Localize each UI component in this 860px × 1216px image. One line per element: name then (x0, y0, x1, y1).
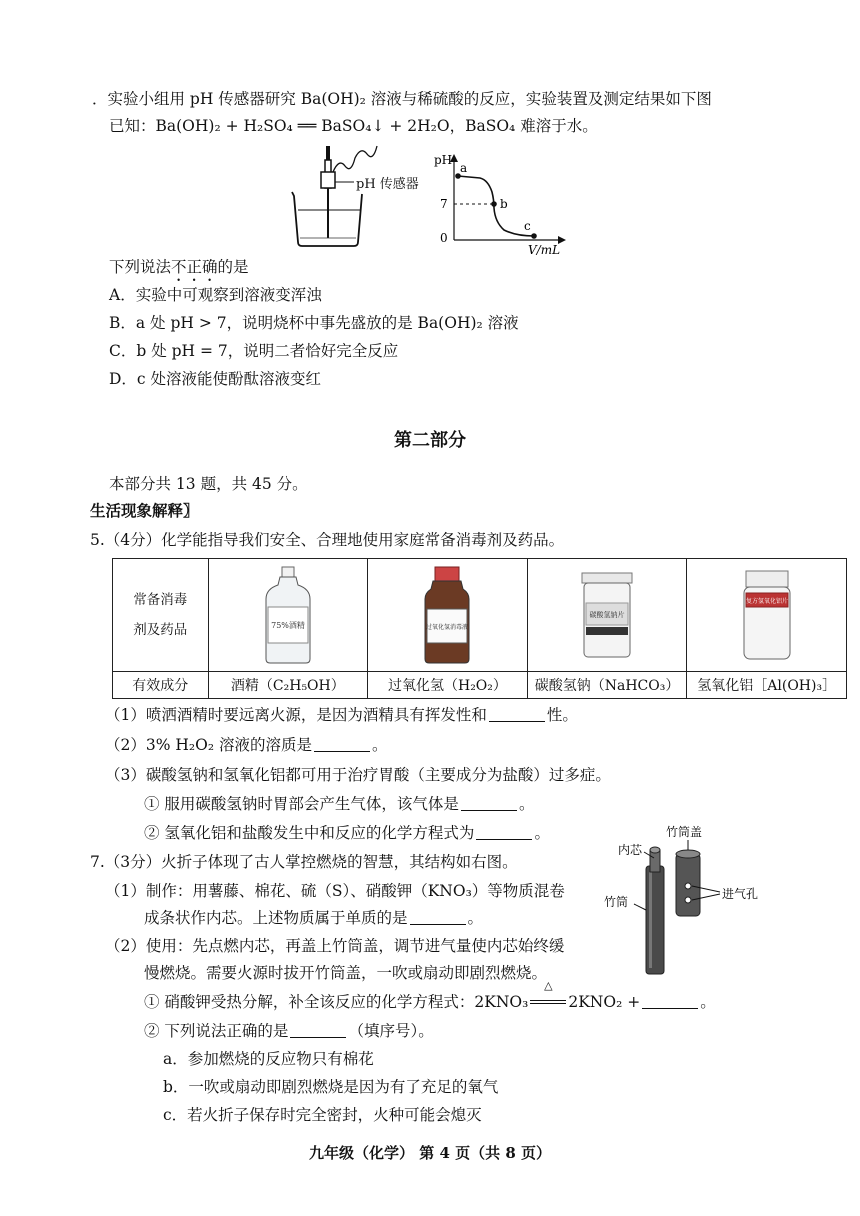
q4-emphasis: 不正确 (171, 258, 218, 276)
svg-text:75%酒精: 75%酒精 (270, 621, 305, 630)
figure-label-cap: 竹筒盖 (666, 825, 703, 839)
q7-sub1-blank[interactable] (410, 909, 466, 925)
q4-question: 下列说法不正确的是 (109, 258, 249, 276)
ingredient-aluminum-hydroxide: 氢氧化铝［Al(OH)₃］ (687, 672, 847, 699)
figure-label-core: 内芯 (618, 843, 643, 857)
ingredient-peroxide: 过氧化氢（H₂O₂） (368, 672, 528, 699)
q4-option-d: D．c 处溶液能使酚酞溶液变红 (109, 370, 322, 388)
peroxide-bottle-cell (368, 559, 528, 672)
aluminum-hydroxide-bottle-image (732, 565, 802, 665)
graph-tick-7: 7 (440, 197, 448, 211)
fire-starter-figure (600, 822, 760, 982)
q7-sub1-line2: 成条状作内芯。上述物质属于单质的是 。 (144, 909, 484, 927)
svg-text:复方氢氧化铝片: 复方氢氧化铝片 (745, 598, 788, 605)
ph-curve-graph (420, 150, 580, 258)
q6-sub3-1-blank[interactable] (461, 795, 517, 811)
q4-stem-line1: ．实验小组用 pH 传感器研究 Ba(OH)₂ 溶液与稀硫酸的反应，实验装置及测定结果如下图 (92, 90, 712, 108)
heat-arrow (528, 979, 568, 1013)
q6-sub3-1: ① 服用碳酸氢钠时胃部会产生气体，该气体是 。 (144, 795, 535, 813)
graph-point-c: c (524, 219, 531, 233)
part2-intro: 本部分共 13 题，共 45 分。 (109, 475, 308, 493)
q7-sub1-line1: （1）制作：用薯藤、棉花、硫（S）、硝酸钾（KNO₃）等物质混卷 (105, 882, 565, 900)
q4-option-b: B．a 处 pH > 7，说明烧杯中事先盛放的是 Ba(OH)₂ 溶液 (109, 314, 519, 332)
q7-sub2-1-blank[interactable] (642, 993, 698, 1009)
table-header-products: 常备消毒剂及药品 (113, 559, 209, 672)
q7-sub2-line1: （2）使用：先点燃内芯，再盖上竹筒盖，调节进气量使内芯始终缓 (105, 937, 565, 955)
q7-choice-a: a．参加燃烧的反应物只有棉花 (163, 1050, 374, 1068)
q7-stem: 7.（3分）火折子体现了古人掌控燃烧的智慧，其结构如右图。 (90, 853, 518, 871)
alcohol-bottle-image (258, 565, 318, 665)
graph-ylabel: pH (434, 153, 453, 167)
bicarbonate-bottle-cell (527, 559, 687, 672)
q4-stem-line2: 已知：Ba(OH)₂ + H₂SO₄ ══ BaSO₄↓ + 2H₂O，BaSO₄ 难溶于水。 (109, 117, 598, 135)
peroxide-bottle-image (417, 565, 477, 665)
q6-sub2: （2）3% H₂O₂ 溶液的溶质是 。 (105, 736, 388, 754)
q7-sub2-line2: 慢燃烧。需要火源时拔开竹筒盖，一吹或扇动即剧烈燃烧。 (144, 964, 548, 982)
part2-title: 第二部分 (394, 430, 466, 451)
medicine-table (112, 558, 847, 699)
q6-sub2-blank[interactable] (314, 736, 370, 752)
heat-condition-symbol: △ (544, 979, 553, 992)
q6-sub3-2: ② 氢氧化铝和盐酸发生中和反应的化学方程式为 。 (144, 824, 550, 842)
q6-sub1: （1）喷洒酒精时要远离火源，是因为酒精具有挥发性和 性。 (105, 706, 578, 724)
table-header-ingredient: 有效成分 (113, 672, 209, 699)
svg-text:碳酸氢钠片: 碳酸氢钠片 (589, 611, 625, 619)
page-footer: 九年级（化学） 第 4 页（共 8 页） (309, 1144, 551, 1162)
q4-option-a: A．实验中可观察到溶液变浑浊 (109, 286, 322, 304)
q6-stem: 5.（4分）化学能指导我们安全、合理地使用家庭常备消毒剂及药品。 (90, 531, 565, 549)
q7-choice-b: b．一吹或扇动即剧烈燃烧是因为有了充足的氧气 (163, 1078, 499, 1096)
ingredient-alcohol: 酒精（C₂H₅OH） (208, 672, 368, 699)
ph-sensor-label: pH 传感器 (356, 177, 419, 192)
q7-sub2-2: ② 下列说法正确的是 （填序号）。 (144, 1022, 434, 1040)
graph-xlabel: V/mL (528, 243, 561, 257)
q6-sub1-blank[interactable] (489, 706, 545, 722)
q6-sub3: （3）碳酸氢钠和氢氧化铝都可用于治疗胃酸（主要成分为盐酸）过多症。 (105, 766, 611, 784)
figure-label-hole: 进气孔 (722, 887, 759, 901)
beaker-apparatus-figure (288, 142, 438, 250)
q7-sub2-2-blank[interactable] (290, 1022, 346, 1038)
q7-choice-c: c．若火折子保存时完全密封，火种可能会熄灭 (163, 1106, 482, 1124)
q7-sub2-1: ① 硝酸钾受热分解，补全该反应的化学方程式：2KNO₃ △ 2KNO₂ + 。 (144, 979, 716, 1011)
figure-label-tube: 竹筒 (604, 895, 629, 909)
alcohol-bottle-cell (208, 559, 368, 672)
graph-point-a: a (460, 161, 468, 175)
ingredient-bicarbonate: 碳酸氢钠（NaHCO₃） (527, 672, 687, 699)
bicarbonate-bottle-image (572, 565, 642, 665)
q6-sub3-2-blank[interactable] (476, 824, 532, 840)
section-heading: 生活现象解释〗 (90, 501, 199, 520)
svg-text:过氧化氢消毒液: 过氧化氢消毒液 (426, 624, 469, 631)
q4-option-c: C．b 处 pH = 7，说明二者恰好完全反应 (109, 342, 399, 360)
graph-origin: 0 (440, 231, 448, 245)
aluminum-hydroxide-bottle-cell (687, 559, 847, 672)
graph-point-b: b (500, 197, 508, 211)
